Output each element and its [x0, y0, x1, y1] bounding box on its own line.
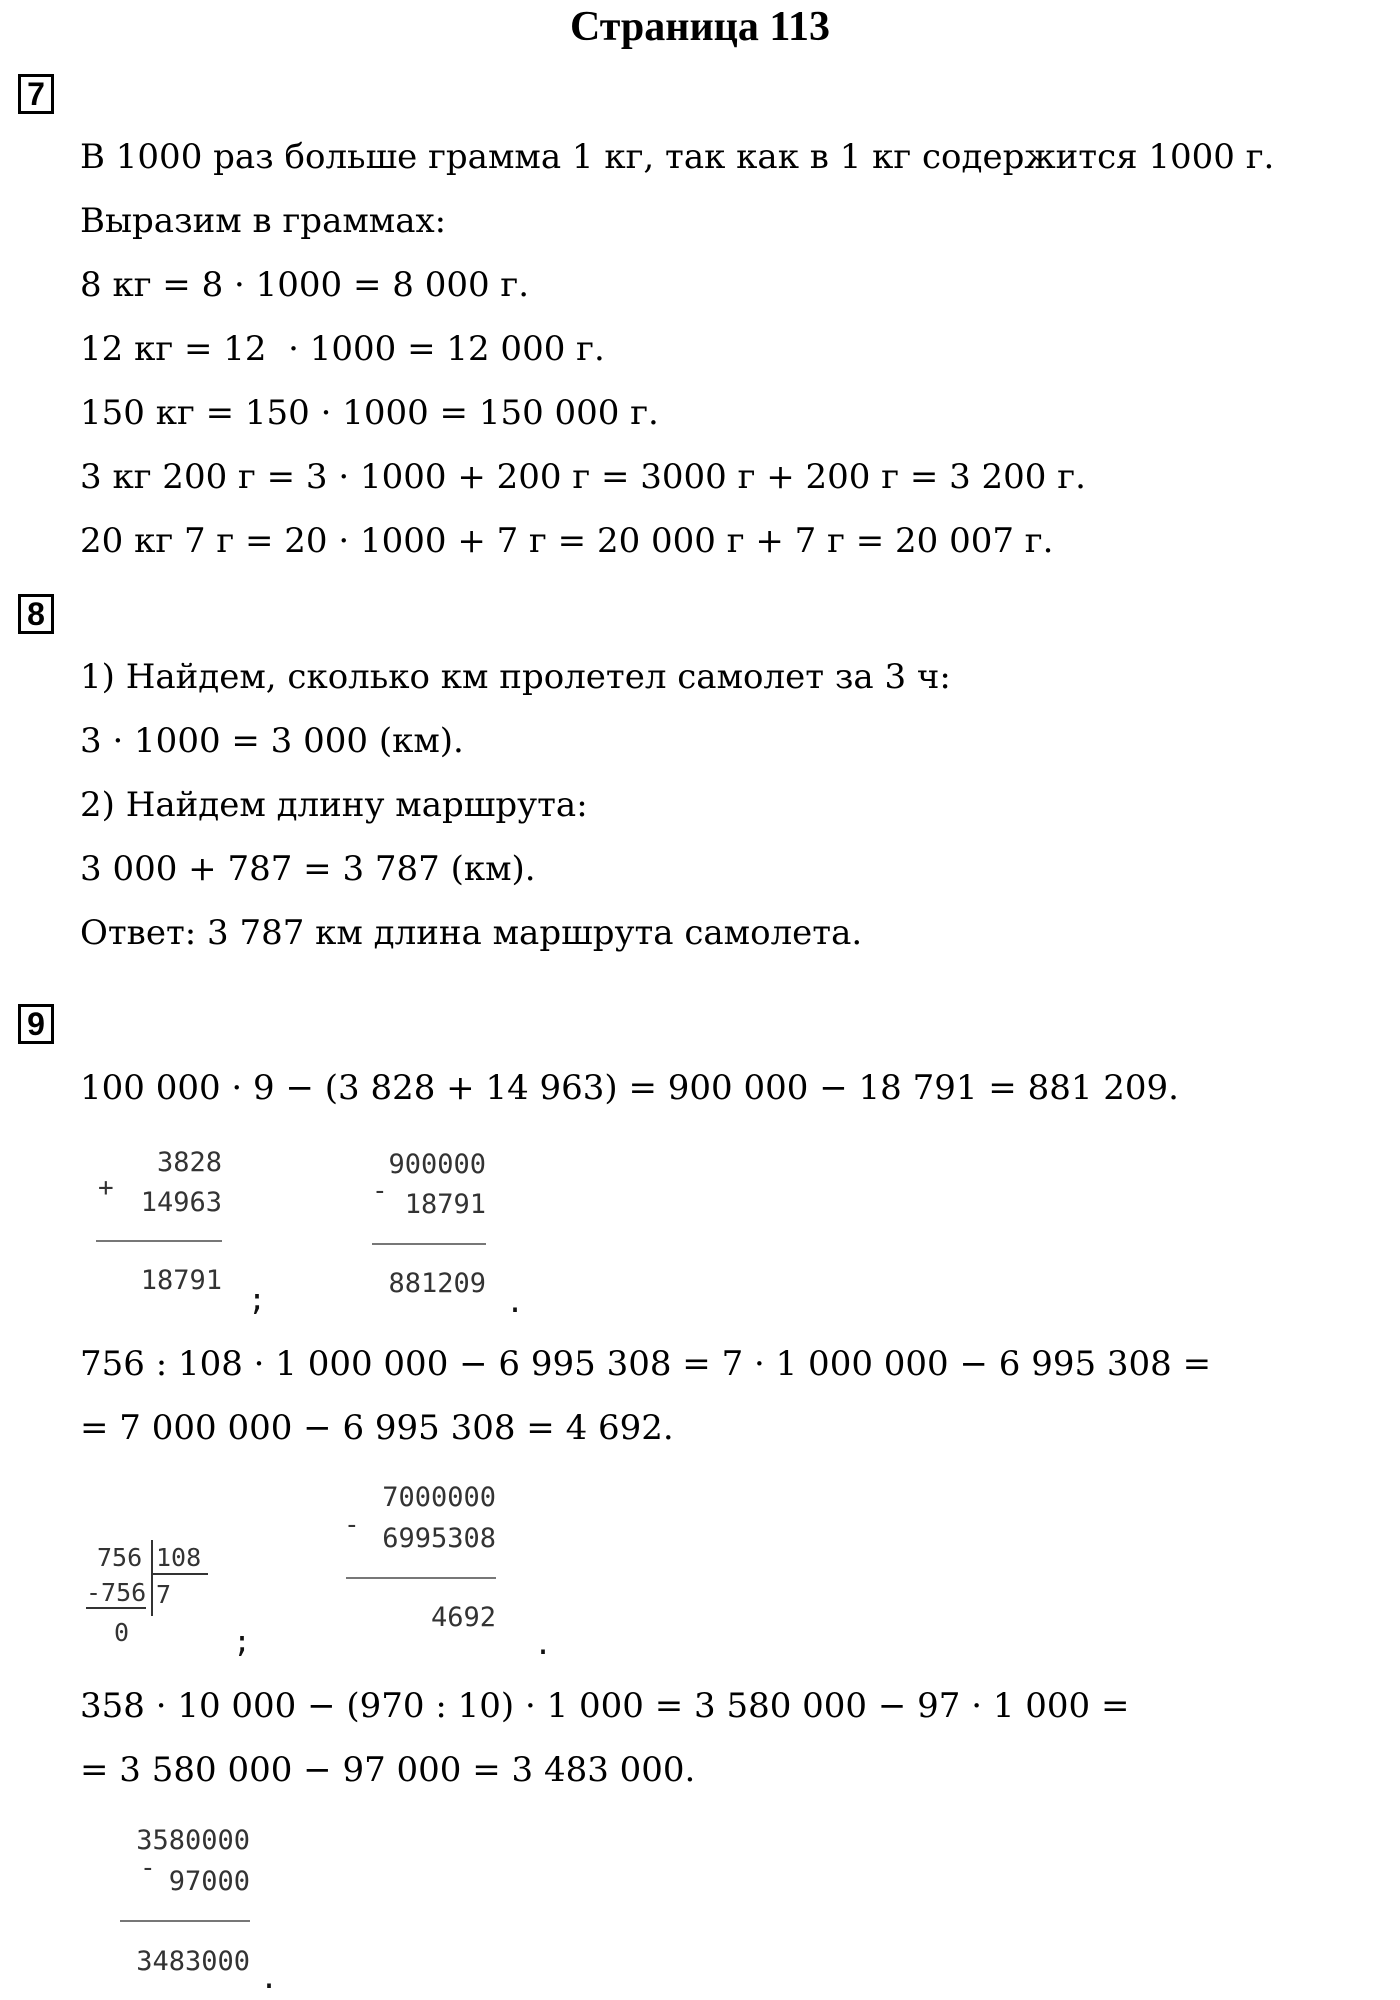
quotient: 7	[156, 1580, 172, 1609]
sum-rule	[96, 1240, 222, 1242]
page-title: Страница 113	[569, 4, 831, 50]
divisor: 108	[156, 1543, 202, 1572]
task-8-line: 2) Найдем длину маршрута:	[80, 785, 588, 825]
minus-sign: -	[344, 1510, 360, 1540]
task-8-number: 8	[18, 594, 54, 634]
subtracted-value: -756	[86, 1578, 147, 1607]
task-7-line: 20 кг 7 г = 20 · 1000 + 7 г = 20 000 г + 7 г = 20 007 г.	[80, 521, 1054, 561]
separator: ;	[233, 1625, 252, 1660]
difference-rule	[120, 1920, 250, 1922]
divisor-rule	[152, 1573, 208, 1575]
end-dot: .	[506, 1285, 525, 1320]
addend-1: 3828	[156, 1147, 222, 1178]
task-7-line: Выразим в граммах:	[80, 201, 447, 241]
sum-result: 18791	[140, 1265, 222, 1296]
difference-rule	[346, 1577, 496, 1579]
subtracted-product	[86, 1578, 146, 1608]
task-7-line: 12 кг = 12 · 1000 = 12 000 г.	[80, 329, 605, 369]
minuend: 900000	[388, 1149, 486, 1180]
subtrahend: 97000	[168, 1866, 250, 1897]
minus-sign: -	[140, 1853, 156, 1883]
task-7-number: 7	[18, 74, 54, 114]
plus-sign: +	[98, 1173, 114, 1203]
minuend: 3580000	[136, 1825, 250, 1856]
difference-result: 881209	[388, 1268, 486, 1299]
end-dot: .	[534, 1627, 553, 1662]
task-7-line: 150 кг = 150 · 1000 = 150 000 г.	[80, 393, 659, 433]
task-8-line: 1) Найдем, сколько км пролетел самолет за 3 ч:	[80, 657, 951, 697]
task-8-line: 3 000 + 787 = 3 787 (км).	[80, 849, 536, 889]
dividend: 756	[97, 1543, 143, 1572]
end-dot: .	[260, 1961, 279, 1996]
division-bar	[151, 1540, 153, 1616]
difference-rule	[372, 1243, 486, 1245]
task-8-line: Ответ: 3 787 км длина маршрута самолета.	[80, 913, 863, 953]
subtrahend: 6995308	[382, 1523, 496, 1554]
subtrahend: 18791	[404, 1189, 486, 1220]
task-9-expression: 756 : 108 · 1 000 000 − 6 995 308 = 7 · 1 000 000 − 6 995 308 =	[80, 1344, 1212, 1384]
task-9-expression: = 3 580 000 − 97 000 = 3 483 000.	[80, 1750, 696, 1790]
difference-result: 3483000	[136, 1946, 250, 1977]
minus-sign: -	[372, 1176, 388, 1206]
minuend: 7000000	[382, 1482, 496, 1513]
addend-2: 14963	[140, 1187, 222, 1218]
task-7-line: В 1000 раз больше грамма 1 кг, так как в 1 кг содержится 1000 г.	[80, 137, 1275, 177]
remainder: 0	[114, 1618, 130, 1647]
task-9-expression: 358 · 10 000 − (970 : 10) · 1 000 = 3 580 000 − 97 · 1 000 =	[80, 1686, 1130, 1726]
task-9-expression: 100 000 · 9 − (3 828 + 14 963) = 900 000 − 18 791 = 881 209.	[80, 1068, 1179, 1108]
separator: ;	[248, 1283, 267, 1318]
task-9-number: 9	[18, 1004, 54, 1044]
difference-result: 4692	[430, 1602, 496, 1633]
task-7-line: 8 кг = 8 · 1000 = 8 000 г.	[80, 265, 530, 305]
task-7-line: 3 кг 200 г = 3 · 1000 + 200 г = 3000 г + 200 г = 3 200 г.	[80, 457, 1086, 497]
task-9-expression: = 7 000 000 − 6 995 308 = 4 692.	[80, 1408, 674, 1448]
task-8-line: 3 · 1000 = 3 000 (км).	[80, 721, 464, 761]
